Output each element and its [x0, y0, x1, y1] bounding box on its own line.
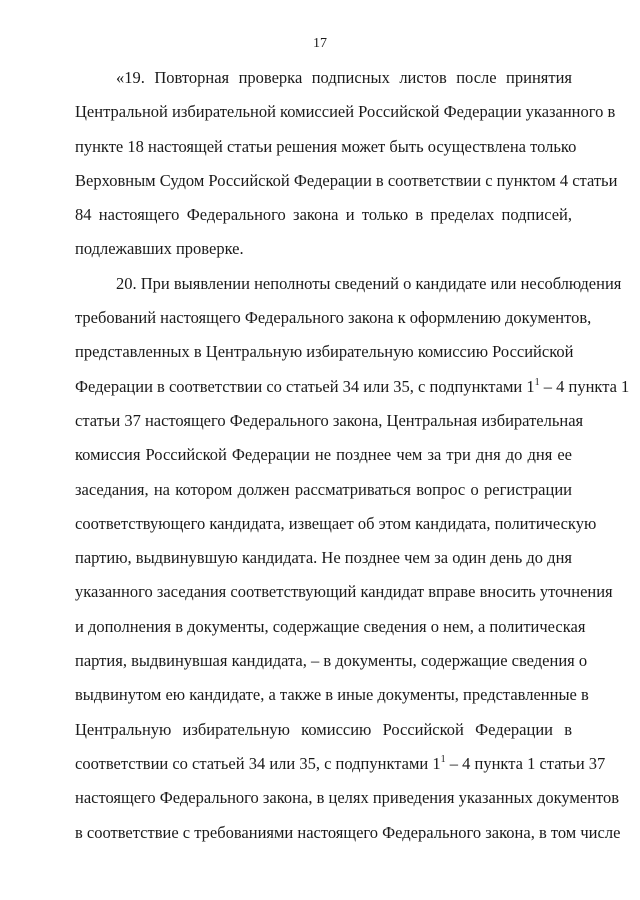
paragraph-19: [75, 61, 618, 267]
page-number: 17: [313, 36, 327, 51]
text-line: заседания, на котором должен рассматриваться вопрос о регистрации: [75, 479, 572, 499]
text-line: указанного заседания соответствующий кандидат вправе вносить уточнения: [75, 582, 613, 602]
text-line: партию, выдвинувшую кандидата. Не позднее чем за один день до дня: [75, 548, 572, 568]
superscript: 1: [440, 753, 446, 765]
text-line: и дополнения в документы, содержащие сведения о нем, а политическая: [75, 616, 586, 636]
text-line-part: Федерации в соответствии со статьей 34 или 35, с подпунктами 1: [75, 376, 535, 396]
superscript: 1: [534, 376, 540, 388]
text-line: выдвинутом ею кандидате, а также в иные документы, представленные в: [75, 685, 589, 705]
text-line: подлежавших проверке.: [75, 239, 244, 259]
text-line: [75, 747, 606, 781]
text-line: комиссия Российской Федерации не позднее чем за три дня до дня ее: [75, 445, 572, 465]
text-line: в соответствие с требованиями настоящего Федерального закона, в том числе: [75, 822, 621, 842]
text-line: Центральную избирательную комиссию Российской Федерации в: [75, 719, 572, 739]
text-line: партия, выдвинувшая кандидата, – в документы, содержащие сведения о: [75, 651, 588, 671]
text-line: 84 настоящего Федерального закона и только в пределах подписей,: [75, 205, 572, 225]
text-line: статьи 37 настоящего Федерального закона, Центральная избирательная: [75, 410, 584, 430]
text-line: Верховным Судом Российской Федерации в соответствии с пунктом 4 статьи: [75, 170, 618, 190]
text-line-part: соответствии со статьей 34 или 35, с подпунктами 1: [75, 753, 441, 773]
document-body: [75, 61, 630, 850]
text-line: соответствующего кандидата, извещает об этом кандидата, политическую: [75, 513, 597, 533]
text-line: [75, 370, 630, 404]
text-line: требований настоящего Федерального закона к оформлению документов,: [75, 308, 592, 328]
text-line-part: – 4 пункта 1: [539, 376, 630, 396]
text-line-part: – 4 пункта 1 статьи 37: [445, 753, 606, 773]
text-line: настоящего Федерального закона, в целях приведения указанных документов: [75, 788, 620, 808]
text-line: Центральной избирательной комиссией Российской Федерации указанного в: [75, 102, 616, 122]
text-line: 20. При выявлении неполноты сведений о кандидате или несоблюдения: [116, 273, 622, 293]
text-line: представленных в Центральную избирательную комиссию Российской: [75, 342, 574, 362]
text-line: пункте 18 настоящей статьи решения может быть осуществлена только: [75, 136, 577, 156]
paragraph-20: [75, 267, 630, 850]
text-line: «19. Повторная проверка подписных листов после принятия: [116, 68, 572, 87]
